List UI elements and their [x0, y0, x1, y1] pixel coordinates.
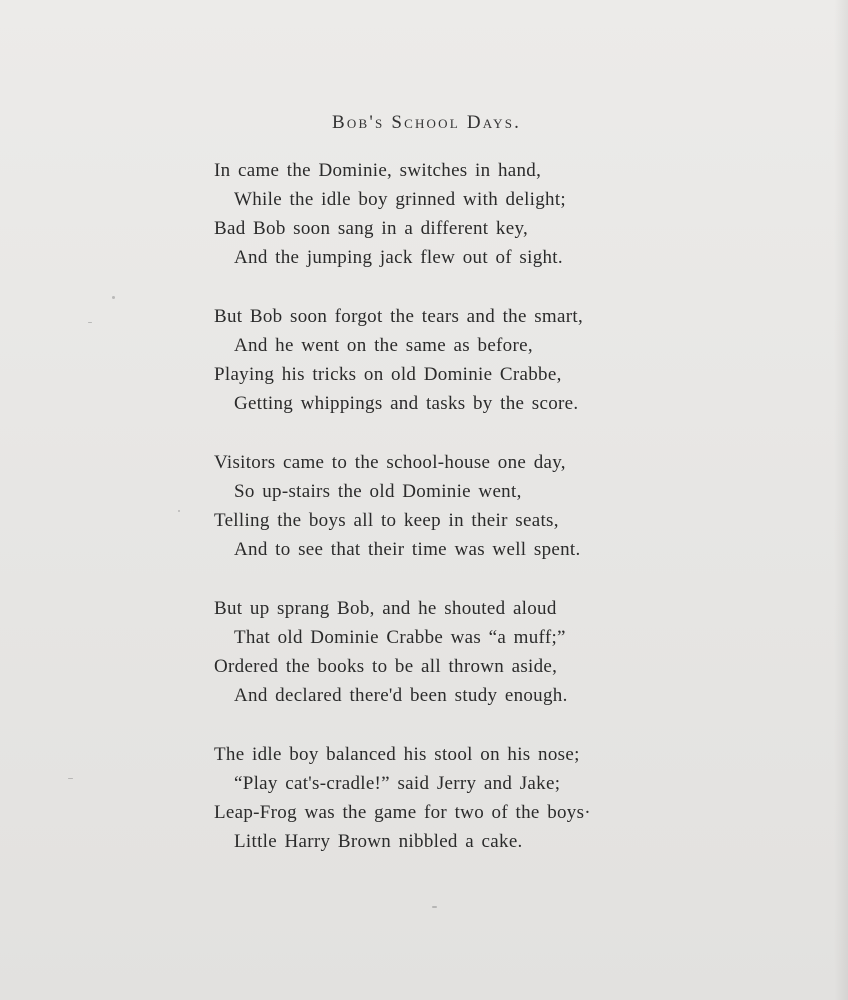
poem-line: Telling the boys all to keep in their seats,	[214, 510, 559, 531]
stanza-4	[214, 594, 674, 710]
page-edge-shadow	[834, 0, 848, 1000]
poem-line: And declared there'd been study enough.	[234, 685, 568, 706]
poem-line: But up sprang Bob, and he shouted aloud	[214, 598, 557, 619]
poem-line: In came the Dominie, switches in hand,	[214, 160, 542, 181]
poem-line: Little Harry Brown nibbled a cake.	[234, 831, 523, 852]
poem-line: Leap-Frog was the game for two of the boys·	[214, 802, 591, 823]
stanza-2	[214, 302, 674, 418]
paper-speck	[432, 906, 437, 908]
poem-body	[214, 156, 674, 886]
stanza-5	[214, 740, 674, 856]
paper-speck	[112, 296, 115, 299]
poem-line: Ordered the books to be all thrown aside,	[214, 656, 558, 677]
poem-line: Playing his tricks on old Dominie Crabbe,	[214, 364, 562, 385]
paper-speck	[88, 322, 92, 323]
poem-line: And the jumping jack flew out of sight.	[234, 247, 563, 268]
poem-line: But Bob soon forgot the tears and the smart,	[214, 306, 583, 327]
poem-line: While the idle boy grinned with delight;	[234, 189, 566, 210]
poem-title: Bob's School Days.	[332, 112, 522, 133]
poem-line: Getting whippings and tasks by the score.	[234, 393, 579, 414]
poem-line: So up-stairs the old Dominie went,	[234, 481, 522, 502]
poem-line: “Play cat's-cradle!” said Jerry and Jake;	[234, 773, 561, 794]
poem-line: The idle boy balanced his stool on his nose;	[214, 744, 580, 765]
paper-speck	[178, 510, 180, 512]
poem-line: That old Dominie Crabbe was “a muff;”	[234, 627, 566, 648]
poem-line: Bad Bob soon sang in a different key,	[214, 218, 529, 239]
stanza-1	[214, 156, 674, 272]
poem-line: And he went on the same as before,	[234, 335, 533, 356]
poem-line: And to see that their time was well spent.	[234, 539, 581, 560]
poem-line: Visitors came to the school-house one day,	[214, 452, 566, 473]
paper-speck	[68, 778, 73, 779]
stanza-3	[214, 448, 674, 564]
